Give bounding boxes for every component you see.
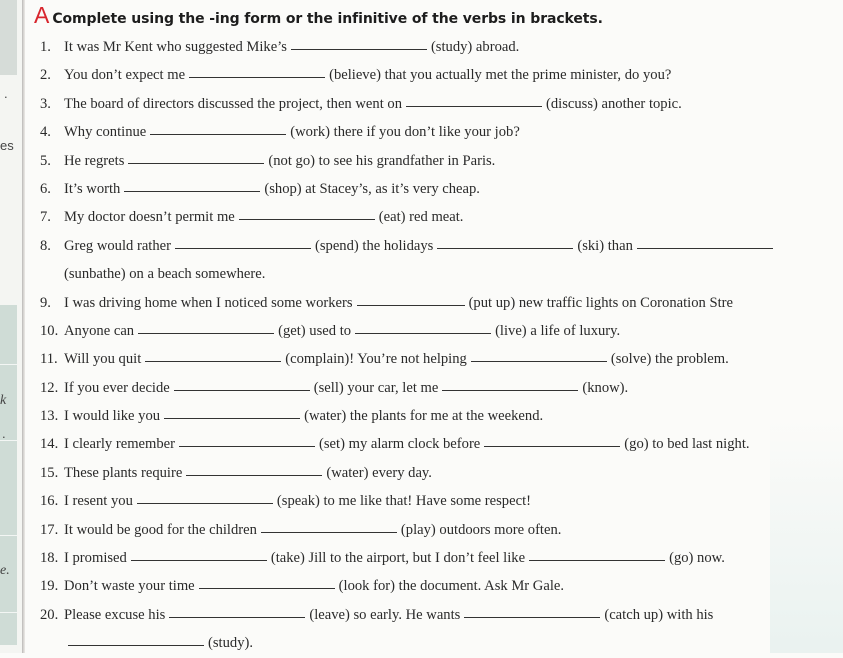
item-text: (play) outdoors more often. — [400, 521, 562, 538]
answer-blank[interactable] — [131, 546, 267, 561]
answer-blank[interactable] — [484, 432, 620, 447]
item-text: (spend) the holidays — [314, 237, 434, 254]
exercise-item — [40, 601, 843, 629]
item-text: (believe) that you actually met the prime minister, do you? — [329, 67, 672, 84]
exercise-item — [40, 118, 843, 146]
item-text: (look for) the document. Ask Mr Gale. — [338, 578, 564, 595]
exercise-item — [40, 232, 843, 260]
item-text: You don’t expect me — [64, 67, 186, 84]
exercise-item — [40, 289, 843, 317]
exercise-item — [40, 317, 843, 345]
answer-blank[interactable] — [357, 291, 465, 306]
exercise-item — [40, 402, 843, 430]
item-text: (set) my alarm clock before — [319, 436, 481, 453]
item-number: 8. — [40, 237, 51, 254]
item-text: (work) there if you don’t like your job? — [290, 124, 520, 141]
item-text: (complain)! You’re not helping — [285, 351, 467, 368]
exercise-item — [40, 629, 843, 657]
item-text: My doctor doesn’t permit me — [64, 209, 235, 226]
divider — [0, 535, 17, 536]
item-text: Greg would rather — [64, 237, 171, 254]
answer-blank[interactable] — [179, 432, 315, 447]
item-text: It would be good for the children — [64, 521, 257, 538]
exercise-item — [40, 544, 843, 572]
item-number: 11. — [40, 351, 58, 368]
answer-blank[interactable] — [261, 518, 397, 533]
item-text: I clearly remember — [64, 436, 176, 453]
item-number: 14. — [40, 436, 59, 453]
answer-blank[interactable] — [637, 234, 773, 249]
margin-fragment: . — [2, 426, 6, 441]
item-text: (speak) to me like that! Have some respect! — [276, 493, 531, 510]
margin-fragment: . — [4, 86, 8, 101]
item-text: (take) Jill to the airport, but I don’t feel like — [270, 550, 526, 567]
item-text: (not go) to see his grandfather in Paris. — [268, 152, 496, 169]
answer-blank[interactable] — [145, 347, 281, 362]
item-text: Anyone can — [64, 322, 135, 339]
item-text: (discuss) another topic. — [546, 95, 682, 112]
answer-blank[interactable] — [355, 319, 491, 334]
item-number: 9. — [40, 294, 51, 311]
answer-blank[interactable] — [186, 461, 322, 476]
item-text: Why continue — [64, 124, 147, 141]
divider — [0, 364, 17, 365]
item-text: It was Mr Kent who suggested Mike’s — [64, 39, 287, 55]
item-text: (ski) than — [577, 237, 633, 254]
page-gutter — [22, 0, 25, 653]
exercise-list — [40, 33, 843, 658]
item-text: I resent you — [64, 493, 133, 510]
answer-blank[interactable] — [189, 63, 325, 78]
answer-blank[interactable] — [174, 376, 310, 391]
item-text: These plants require — [64, 464, 183, 481]
exercise-item — [40, 374, 843, 402]
item-text: (sell) your car, let me — [313, 379, 439, 396]
item-number: 18. — [40, 550, 59, 567]
item-number: 10. — [40, 322, 59, 339]
exercise-item — [40, 459, 843, 487]
answer-blank[interactable] — [529, 546, 665, 561]
exercise-item — [40, 61, 843, 89]
item-number: 5. — [40, 152, 51, 169]
item-text: (go) to bed last night. — [624, 436, 750, 453]
item-number: 3. — [40, 95, 51, 112]
item-number: 16. — [40, 493, 59, 510]
item-text: (live) a life of luxury. — [495, 322, 621, 339]
item-text: (sunbathe) on a beach somewhere. — [64, 266, 266, 283]
answer-blank[interactable] — [406, 92, 542, 107]
item-text: (study). — [208, 635, 253, 652]
item-number: 7. — [40, 209, 51, 226]
answer-blank[interactable] — [138, 319, 274, 334]
item-text: (know). — [582, 379, 629, 396]
answer-blank[interactable] — [124, 177, 260, 192]
item-text: Will you quit — [64, 351, 142, 368]
exercise-instructions: Complete using the -ing form or the infinitive of the verbs in brackets. — [52, 11, 603, 27]
item-text: (solve) the problem. — [610, 351, 729, 368]
answer-blank[interactable] — [291, 35, 427, 50]
exercise-item — [40, 175, 843, 203]
answer-blank[interactable] — [437, 234, 573, 249]
item-text: It’s worth — [64, 180, 121, 197]
item-text: I would like you — [64, 408, 161, 425]
exercise-letter: A — [34, 2, 50, 28]
item-number: 1. — [40, 39, 51, 55]
answer-blank[interactable] — [137, 489, 273, 504]
answer-blank[interactable] — [150, 120, 286, 135]
item-number: 17. — [40, 521, 59, 538]
item-text: (go) now. — [669, 550, 725, 567]
exercise-item — [40, 572, 843, 600]
answer-blank[interactable] — [464, 603, 600, 618]
adjacent-page-margin — [0, 0, 22, 653]
item-text: I promised — [64, 550, 127, 567]
exercise-item — [40, 90, 843, 118]
answer-blank[interactable] — [68, 631, 204, 646]
item-text: (water) every day. — [326, 464, 432, 481]
item-number: 13. — [40, 408, 59, 425]
margin-fragment: es — [0, 138, 14, 153]
exercise-item — [40, 430, 843, 458]
item-number: 12. — [40, 379, 59, 396]
item-text: (shop) at Stacey’s, as it’s very cheap. — [264, 180, 480, 197]
answer-blank[interactable] — [239, 205, 375, 220]
item-number: 6. — [40, 180, 51, 197]
exercise-item — [40, 260, 843, 288]
exercise-item — [40, 33, 843, 61]
item-text: (leave) so early. He wants — [309, 606, 461, 623]
margin-fragment: k — [0, 393, 7, 408]
item-text: (eat) red meat. — [378, 209, 464, 226]
exercise-item — [40, 345, 843, 373]
item-text: (get) used to — [278, 322, 352, 339]
exercise-item — [40, 203, 843, 231]
answer-blank[interactable] — [471, 347, 607, 362]
answer-blank[interactable] — [175, 234, 311, 249]
margin-panel — [0, 305, 17, 645]
item-number: 20. — [40, 606, 59, 623]
item-number: 19. — [40, 578, 59, 595]
exercise-item — [40, 147, 843, 175]
answer-blank[interactable] — [164, 404, 300, 419]
item-number: 4. — [40, 124, 51, 141]
answer-blank[interactable] — [442, 376, 578, 391]
answer-blank[interactable] — [128, 149, 264, 164]
item-text: (put up) new traffic lights on Coronation Stre — [468, 294, 733, 311]
item-text: (study) abroad. — [430, 39, 520, 55]
item-number: 2. — [40, 67, 51, 84]
item-text: (water) the plants for me at the weekend. — [304, 408, 544, 425]
item-text: If you ever decide — [64, 379, 170, 396]
item-text: I was driving home when I noticed some workers — [64, 294, 353, 311]
item-text: Don’t waste your time — [64, 578, 195, 595]
margin-panel — [0, 0, 17, 75]
item-text: He regrets — [64, 152, 125, 169]
item-text: Please excuse his — [64, 606, 166, 623]
margin-fragment: e. — [0, 563, 10, 578]
answer-blank[interactable] — [199, 574, 335, 589]
divider — [0, 612, 17, 613]
item-number: 15. — [40, 464, 59, 481]
exercise-item — [40, 516, 843, 544]
answer-blank[interactable] — [169, 603, 305, 618]
exercise-heading — [34, 2, 603, 29]
item-text: The board of directors discussed the project, then went on — [64, 95, 402, 112]
item-text: (catch up) with his — [604, 606, 714, 623]
exercise-item — [40, 487, 843, 515]
